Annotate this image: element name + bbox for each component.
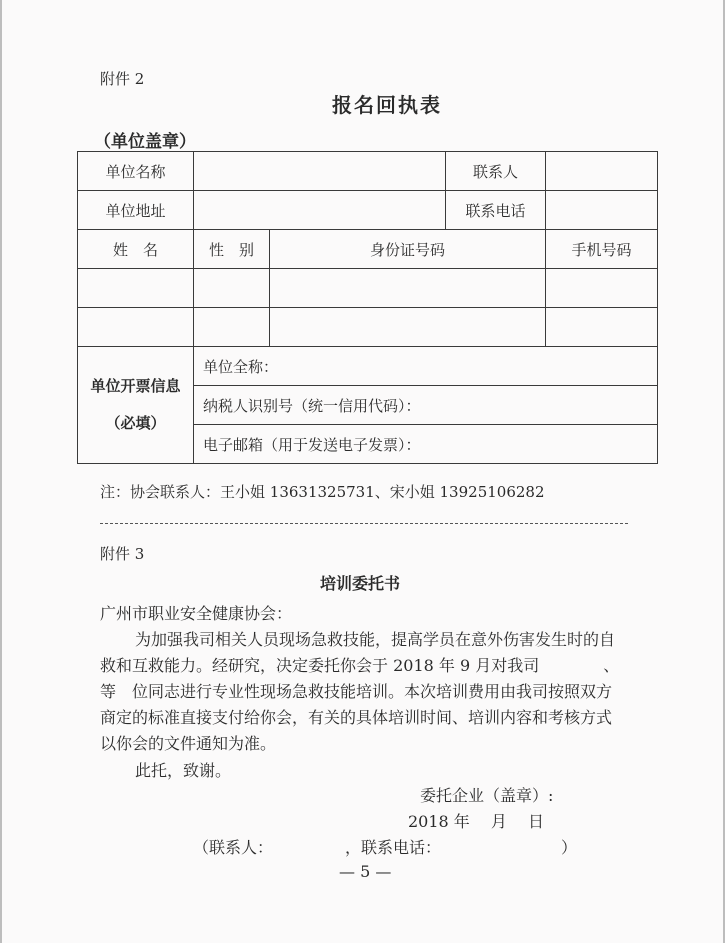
contact-note: 注：协会联系人：王小姐 13631325731、宋小姐 13925106282 <box>100 483 545 501</box>
letter-closing: 此托，致谢。 <box>135 761 232 780</box>
letter-line-4: 商定的标准直接支付给你会，有关的具体培训时间、培训内容和考核方式 <box>100 708 613 727</box>
id-number-cell[interactable] <box>270 269 546 308</box>
letter-line-5: 以你会的文件通知为准。 <box>100 734 277 753</box>
invoice-email-field[interactable]: 电子邮箱（用于发送电子发票）： <box>194 425 658 464</box>
gender-header: 性 别 <box>194 230 270 269</box>
letter-contact-line: （联系人： ，联系电话： ） <box>193 838 578 857</box>
name-cell[interactable] <box>78 269 194 308</box>
gender-cell[interactable] <box>194 269 270 308</box>
unit-name-label: 单位名称 <box>78 152 194 191</box>
unit-address-field[interactable] <box>194 191 446 230</box>
invoice-title-main: 单位开票信息 <box>90 376 181 395</box>
attachment-3-label: 附件 3 <box>100 545 145 563</box>
phone-label: 联系电话 <box>446 191 546 230</box>
mobile-cell[interactable] <box>546 269 658 308</box>
table-row <box>78 269 658 308</box>
id-number-cell[interactable] <box>270 308 546 347</box>
unit-name-field[interactable] <box>194 152 446 191</box>
table-row <box>78 308 658 347</box>
unit-address-label: 单位地址 <box>78 191 194 230</box>
letter-line-3: 等 位同志进行专业性现场急救技能培训。本次培训费用由我司按照双方 <box>100 682 613 701</box>
letter-line-1: 为加强我司相关人员现场急救技能，提高学员在意外伤害发生时的自 <box>135 630 616 649</box>
form-title: 报名回执表 <box>332 93 442 117</box>
letter-title: 培训委托书 <box>320 574 401 593</box>
page-number: — 5 — <box>339 862 392 881</box>
contact-field[interactable] <box>546 152 658 191</box>
name-header: 姓 名 <box>78 230 194 269</box>
name-cell[interactable] <box>78 308 194 347</box>
invoice-info-title <box>78 347 194 464</box>
page-edge-left <box>0 0 2 943</box>
invoice-tax-id-field[interactable]: 纳税人识别号（统一信用代码）： <box>194 386 658 425</box>
mobile-cell[interactable] <box>546 308 658 347</box>
mobile-header: 手机号码 <box>546 230 658 269</box>
invoice-full-name-field[interactable]: 单位全称： <box>194 347 658 386</box>
seal-note: （单位盖章） <box>94 132 196 152</box>
letter-line-2: 救和互救能力。经研究，决定委托你会于 2018 年 9 月对我司 、 <box>100 656 620 675</box>
dashed-divider <box>100 523 628 524</box>
letter-signer: 委托企业（盖章）: <box>420 786 554 805</box>
invoice-title-required: （必填） <box>105 414 166 432</box>
id-number-header: 身份证号码 <box>270 230 546 269</box>
attachment-2-label: 附件 2 <box>100 70 145 88</box>
letter-date: 2018 年 月 日 <box>408 812 544 831</box>
gender-cell[interactable] <box>194 308 270 347</box>
letter-salutation: 广州市职业安全健康协会： <box>100 604 293 623</box>
contact-label: 联系人 <box>446 152 546 191</box>
registration-form-table <box>77 151 658 464</box>
phone-field[interactable] <box>546 191 658 230</box>
